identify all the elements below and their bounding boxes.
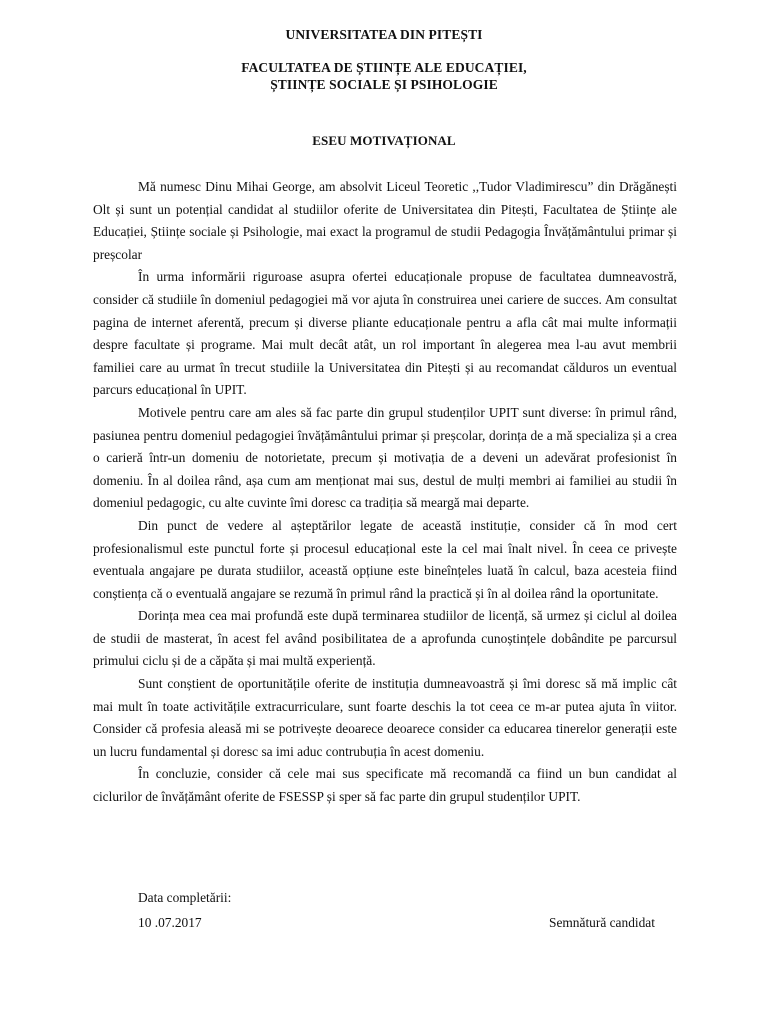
essay-paragraph: În concluzie, consider că cele mai sus specificate mă recomandă ca fiind un bun candidat al ciclurilor de învățământ oferite de FSESSP și sper să fac parte din grupul studenților UPIT. (93, 766, 677, 805)
faculty-name-line-1: FACULTATEA DE ȘTIINȚE ALE EDUCAȚIEI, (241, 60, 527, 75)
faculty-name-line-2: ȘTIINȚE SOCIALE ȘI PSIHOLOGIE (270, 77, 498, 92)
essay-paragraph: În urma informării riguroase asupra ofertei educaționale propuse de facultatea dumneavostră, consider că studiile în domeniul pedagogiei mă vor ajuta în construirea unei cariere de succes. Am consultat pagina de internet aferentă, precum și diverse pliante educaționale pentru a afla cât mai multe informații despre facultate și programe. Mai mult decât atât, un rol important în alegerea mea l-au avut membrii familiei care au urmat în trecut studiile la Universitatea din Pitești și au recomandat călduros un eventual parcurs educațional în UPIT. (93, 269, 677, 398)
date-label: Data completării: (138, 890, 232, 905)
essay-paragraph: Dorința mea cea mai profundă este după terminarea studiilor de licență, să urmez și ciclul al doilea de studii de masterat, în acest fel având posibilitatea de a aprofunda cunoștințele dobândite pe parcursul primului ciclu și de a căpăta și mai multă experiență. (93, 608, 677, 669)
essay-title: ESEU MOTIVAȚIONAL (312, 133, 456, 148)
signature-label: Semnătură candidat (549, 915, 655, 930)
essay-paragraph: Mă numesc Dinu Mihai George, am absolvit Liceul Teoretic ,,Tudor Vladimirescu” din Drăgănești Olt și sunt un potențial candidat al studiilor oferite de Universitatea din Pitești, Facultatea de Științe ale Educației, Științe sociale și Psihologie, mai exact la programul de studii Pedagogia Învățământului primar și preșcolar (93, 179, 677, 262)
essay-paragraph: Din punct de vedere al așteptărilor legate de această instituție, consider că în mod cert profesionalismul este punctul forte și procesul educațional este la cel mai înalt nivel. În ceea ce privește eventuala angajare pe durata studiilor, această opțiune este bineînțeles luată în calcul, baza acesteia fiind conștiența că o eventuală angajare se rezumă în primul rând la practică și în al doilea rând la oportunitate. (93, 517, 677, 601)
essay-paragraph: Motivele pentru care am ales să fac parte din grupul studenților UPIT sunt diverse: în primul rând, pasiunea pentru domeniul pedagogiei învățământului primar și preșcolar, dorința de a mă specializa și a crea o carieră într-un domeniu de notorietate, precum și motivația de a deveni un adevărat profesionist în domeniu. În al doilea rând, așa cum am menționat mai sus, destul de mulți membri ai familiei au studii în domeniul pedagogic, cu alte cuvinte îmi doresc ca tradiția să meargă mai departe. (93, 404, 677, 511)
essay-body (93, 176, 677, 809)
university-name: UNIVERSITATEA DIN PITEȘTI (285, 27, 483, 42)
essay-paragraph: Sunt conștient de oportunitățile oferite de instituția dumneavoastră și îmi doresc să mă implic cât mai mult în toate activitățile extracurriculare, sunt foarte deschis la tot ceea ce m-ar putea ajuta în viitor. Consider că profesia aleasă mi se potrivește deoarece deoarece consider ca educarea tinerelor generații este un lucru fundamental și doresc sa imi aduc contrubuția în acest domeniu. (93, 676, 677, 759)
date-value: 10 .07.2017 (138, 915, 202, 930)
